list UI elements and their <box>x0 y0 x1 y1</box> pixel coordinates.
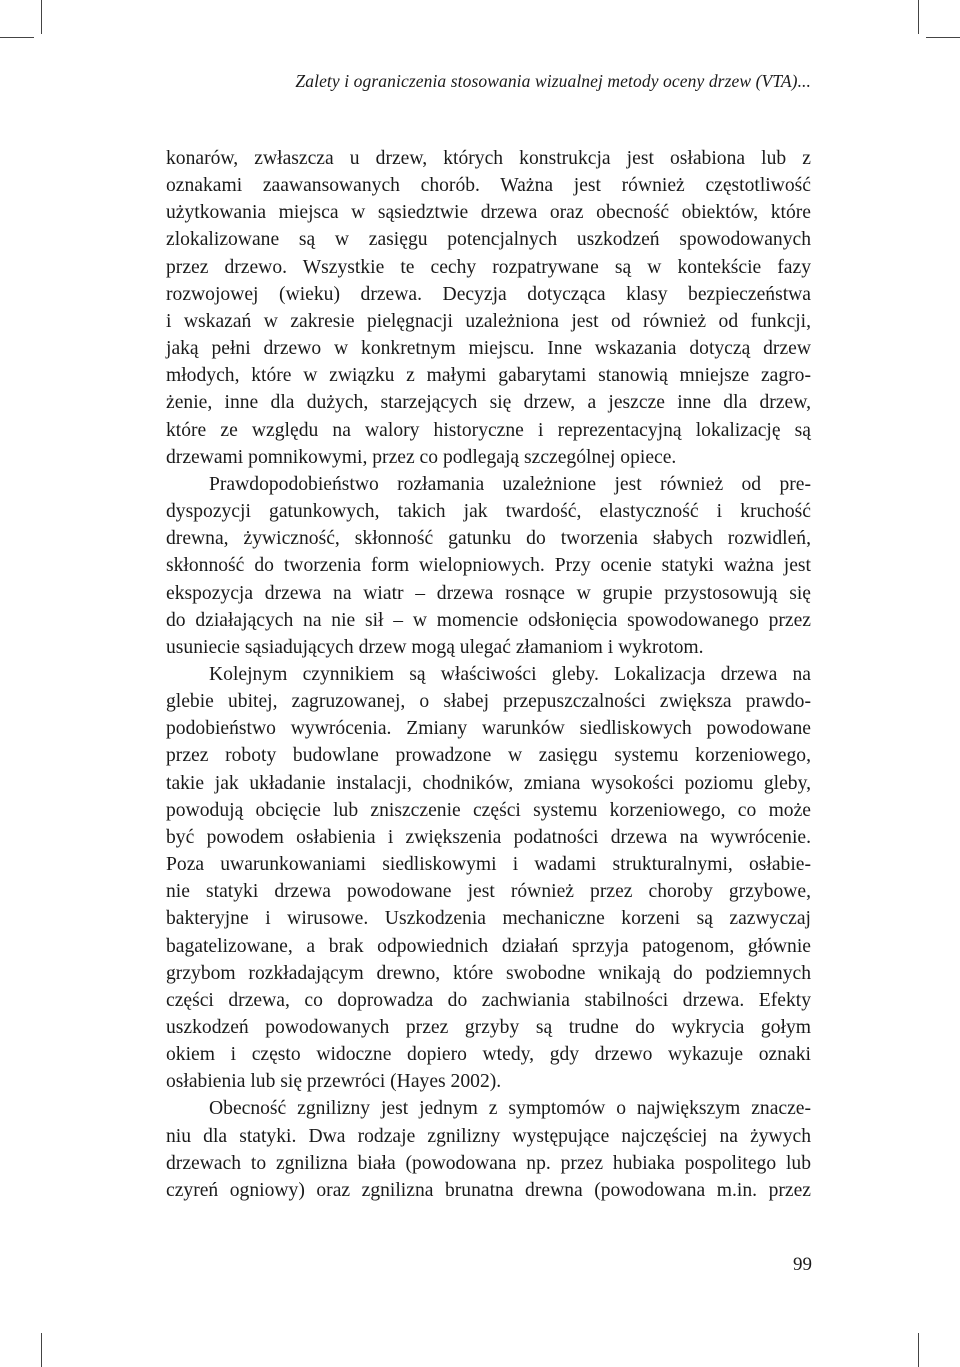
text-line: użytkowania miejsca w sąsiedztwie drzewa oraz obecność obiektów, które <box>166 202 811 224</box>
text-line: drewna, żywiczność, skłonność gatunku do tworzenia słabych rozwidleń, <box>166 528 811 550</box>
crop-mark-top-right <box>918 0 919 34</box>
text-line: bagatelizowane, a brak odpowiednich działań sprzyja patogenom, głównie <box>166 935 811 957</box>
text-line: zlokalizowane są w zasięgu potencjalnych uszkodzeń spowodowanych <box>166 229 811 251</box>
text-line: dyspozycji gatunkowych, takich jak twardość, elastyczność i kruchość <box>166 501 811 523</box>
text-line: konarów, zwłaszcza u drzew, których konstrukcja jest osłabiona lub z <box>166 148 811 169</box>
paragraph-first-line: Obecność zgnilizny jest jednym z symptomów o największym znacze- <box>209 1098 811 1120</box>
text-line: do działających na nie sił – w momencie odsłonięcia spowodowanego przez <box>166 609 811 631</box>
page-number: 99 <box>793 1254 812 1275</box>
text-line: i wskazań w zakresie pielęgnacji uzależniona jest od również od funkcji, <box>166 310 811 332</box>
text-line: powodują obcięcie lub zniszczenie części systemu korzeniowego, co może <box>166 799 811 821</box>
text-line: okiem i często widoczne dopiero wtedy, gdy drzewo wykazuje oznaki <box>166 1044 811 1066</box>
text-line: ekspozycja drzewa na wiatr – drzewa rosnące w grupie przystosowują się <box>166 582 811 604</box>
text-line: glebie ubitej, zagruzowanej, o słabej przepuszczalności zwiększa prawdo- <box>166 691 811 713</box>
text-line: nie statyki drzewa powodowane jest również przez choroby grzybowe, <box>166 881 811 903</box>
crop-mark-bottom-right <box>918 1333 919 1367</box>
text-line: być powodem osłabienia i zwiększenia podatności drzewa na wywrócenie. <box>166 826 811 848</box>
crop-mark-bottom-left <box>41 1333 42 1367</box>
text-line: oznakami zaawansowanych chorób. Ważna jest również częstotliwość <box>166 175 811 197</box>
text-line: usuniecie sąsiadujących drzew mogą ulegać złamaniom i wykrotom. <box>166 636 704 658</box>
text-line: bakteryjne i wirusowe. Uszkodzenia mechaniczne korzeni są zazwyczaj <box>166 908 811 930</box>
paragraph-first-line: Prawdopodobieństwo rozłamania uzależnione jest również od pre- <box>209 473 811 495</box>
text-line: drzewami pomnikowymi, przez co podlegają szczególnej opiece. <box>166 446 677 468</box>
text-line: osłabienia lub się przewróci (Hayes 2002). <box>166 1071 502 1093</box>
text-line: podobieństwo wywrócenia. Zmiany warunków siedliskowych powodowane <box>166 718 811 740</box>
text-line: czyreń ogniowy) oraz zgnilizna brunatna drewna (powodowana m.in. przez <box>166 1179 811 1201</box>
crop-mark-top-right-horizontal <box>926 37 960 38</box>
crop-mark-top-left-horizontal <box>0 37 34 38</box>
text-line: które ze względu na walory historyczne i reprezentacyjną lokalizację są <box>166 419 811 441</box>
text-line: jaką pełni drzewo w konkretnym miejscu. Inne wskazania dotyczą drzew <box>166 338 811 360</box>
text-line: żenie, inne dla dużych, starzejących się drzew, a jeszcze inne dla drzew, <box>166 392 811 414</box>
text-line: Poza uwarunkowaniami siedliskowymi i wadami strukturalnymi, osłabie- <box>166 854 811 876</box>
text-line: drzewach to zgnilizna biała (powodowana np. przez hubiaka pospolitego lub <box>166 1152 811 1174</box>
running-header: Zalety i ograniczenia stosowania wizualnej metody oceny drzew (VTA)... <box>295 71 811 91</box>
text-line: rozwojowej (wieku) drzewa. Decyzja dotycząca klasy bezpieczeństwa <box>166 283 811 305</box>
text-line: przez roboty budowlane prowadzone w zasięgu systemu korzeniowego, <box>166 745 811 767</box>
paragraph-first-line: Kolejnym czynnikiem są właściwości gleby. Lokalizacja drzewa na <box>209 663 811 685</box>
text-line: młodych, które w związku z małymi gabarytami stanowią mniejsze zagro- <box>166 365 811 387</box>
text-line: przez drzewo. Wszystkie te cechy rozpatrywane są w kontekście fazy <box>166 256 811 278</box>
text-line: skłonność do tworzenia form wielopniowych. Przy ocenie statyki ważna jest <box>166 555 811 577</box>
text-line: takie jak układanie instalacji, chodników, zmiana wysokości poziomu gleby, <box>166 772 811 794</box>
text-line: niu dla statyki. Dwa rodzaje zgnilizny występujące najczęściej na żywych <box>166 1125 811 1147</box>
crop-mark-top-left <box>41 0 42 34</box>
text-line: części drzewa, co doprowadza do zachwiania stabilności drzewa. Efekty <box>166 989 811 1011</box>
text-line: uszkodzeń powodowanych przez grzyby są trudne do wykrycia gołym <box>166 1017 811 1038</box>
text-line: grzybom rozkładającym drewno, które swobodne wnikają do podziemnych <box>166 962 811 984</box>
body-text <box>166 145 811 1204</box>
